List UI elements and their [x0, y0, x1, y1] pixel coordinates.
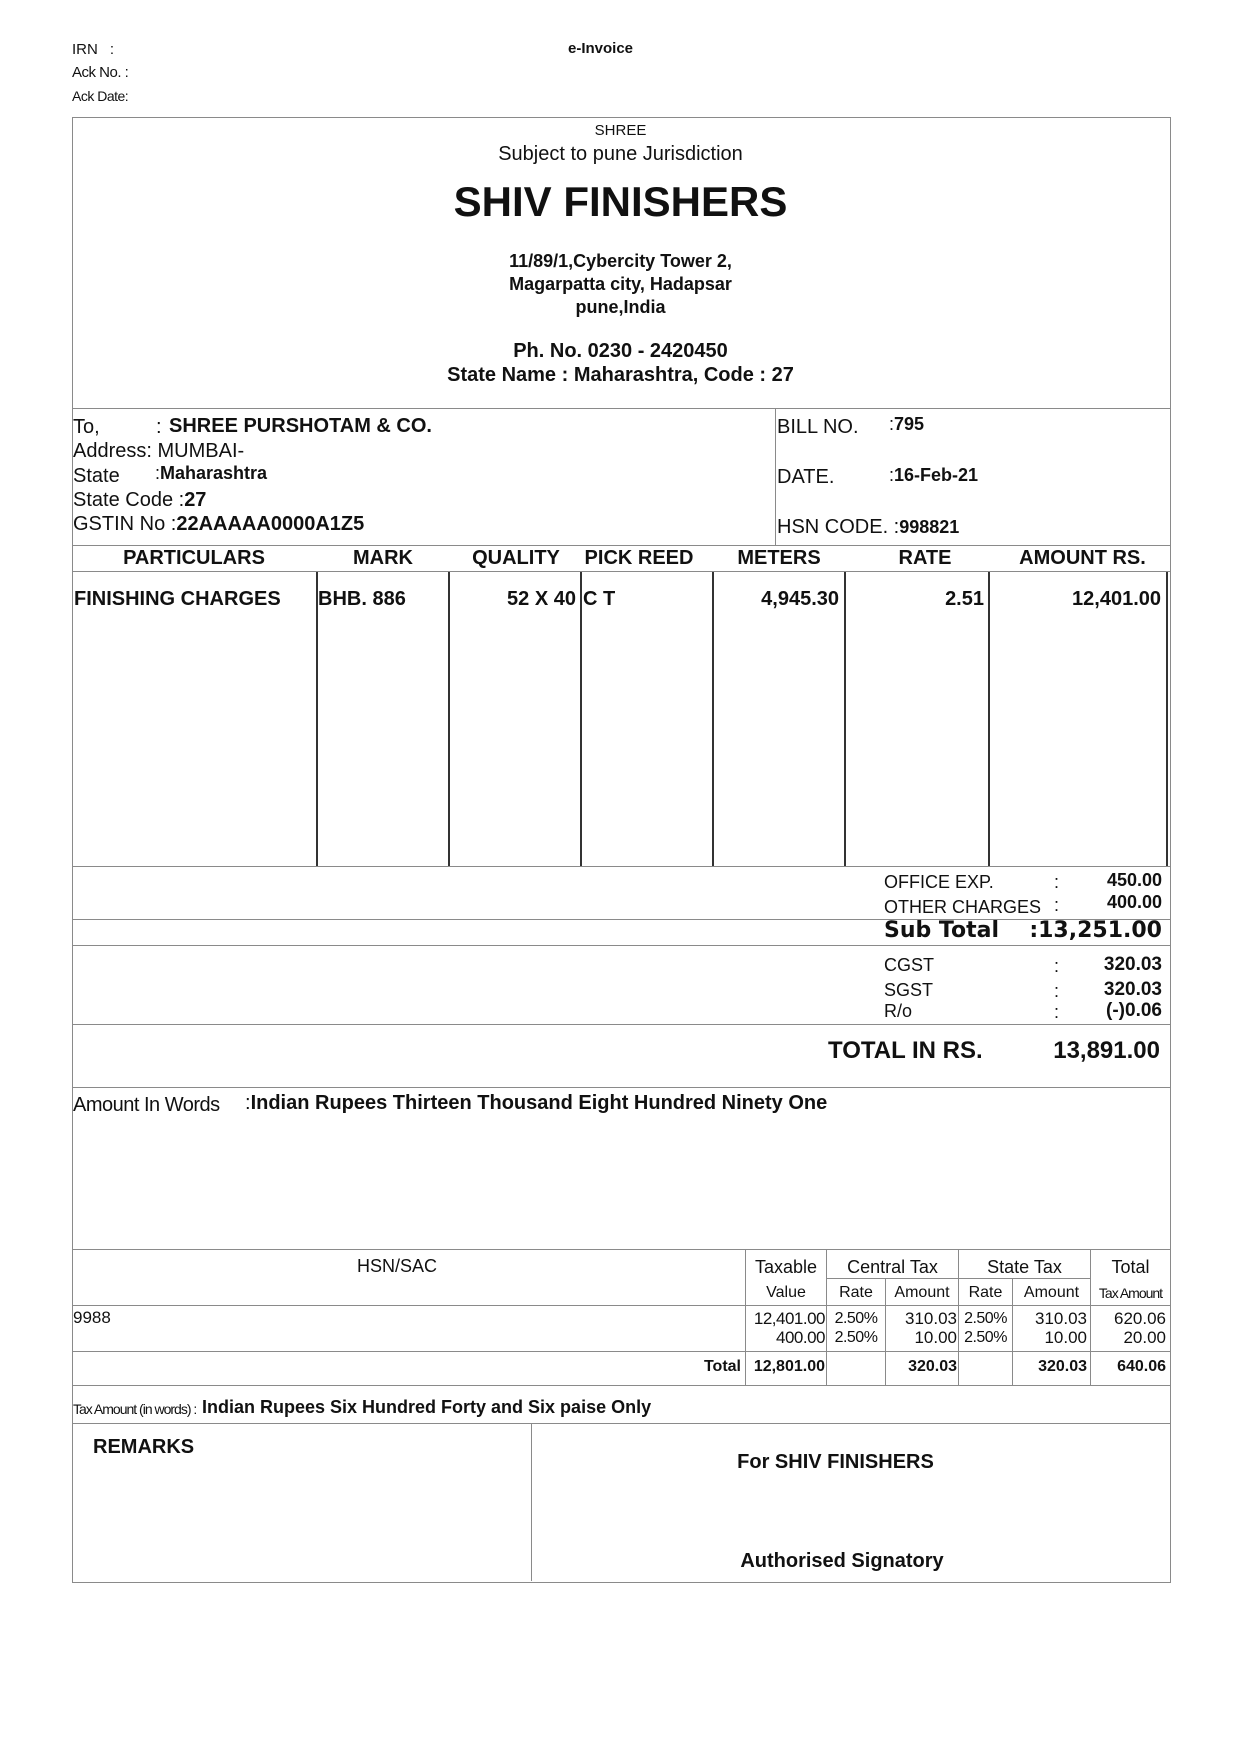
tax-state-header: State Tax: [987, 1257, 1062, 1277]
item-amount: 12,401.00: [1072, 588, 1161, 610]
col-pick-reed: PICK REED: [584, 547, 694, 569]
tax-hsn-header: HSN/SAC: [356, 1256, 437, 1276]
tax-words-label: Tax Amount (in words) :: [73, 1401, 197, 1417]
tax-c-amount-header: Amount: [894, 1284, 950, 1301]
sub-total-label: Sub Total: [884, 918, 1000, 943]
tax-row-c-amount: 10.00: [914, 1328, 957, 1347]
company-state: State Name : Maharashtra, Code : 27: [447, 364, 794, 386]
col-rate: RATE: [898, 547, 952, 569]
sgst-colon: :: [1054, 981, 1060, 1001]
sub-total-value: :13,251.00: [1029, 918, 1162, 943]
for-company: For SHIV FINISHERS: [737, 1451, 934, 1473]
tax-c-rate-header: Rate: [839, 1284, 873, 1301]
tax-row-s-amount: 310.03: [1035, 1309, 1087, 1328]
company-name: SHIV FINISHERS: [453, 178, 788, 225]
col-meters: METERS: [737, 547, 821, 569]
tax-row-taxable: 400.00: [776, 1328, 825, 1347]
tax-total-label: Total: [703, 1358, 741, 1375]
ack-no-label: Ack No. :: [72, 64, 129, 81]
item-meters: 4,945.30: [761, 588, 839, 610]
to-colon: :: [156, 416, 162, 438]
remarks-label: REMARKS: [93, 1436, 195, 1458]
item-rate: 2.51: [945, 588, 984, 610]
item-quality: 52 X 40: [507, 588, 576, 610]
amount-words-value: :Indian Rupees Thirteen Thousand Eight Hundred Ninety One: [245, 1092, 828, 1114]
col-mark: MARK: [353, 547, 413, 569]
tax-s-amount-header: Amount: [1023, 1284, 1080, 1301]
tax-tax-amount-header: Tax Amount: [1098, 1285, 1163, 1301]
to-label: To,: [73, 416, 100, 438]
ro-label: R/o: [884, 1001, 913, 1021]
tax-row-taxable: 12,401.00: [753, 1309, 825, 1328]
sgst-label: SGST: [884, 980, 934, 1000]
ro-colon: :: [1054, 1002, 1060, 1022]
ack-date-label: Ack Date:: [72, 88, 129, 104]
authorised-signatory: Authorised Signatory: [740, 1550, 944, 1572]
item-mark: BHB. 886: [318, 588, 406, 610]
cgst-label: CGST: [884, 955, 935, 975]
cgst-value: 320.03: [1103, 954, 1162, 975]
office-exp-colon: :: [1054, 872, 1060, 892]
hsn-code: HSN CODE. :998821: [777, 516, 960, 538]
tax-hsn-value: 9988: [73, 1308, 111, 1327]
irn-label: IRN :: [72, 41, 115, 58]
state-value: :Maharashtra: [155, 463, 268, 483]
address-row: Address: MUMBAI-: [73, 440, 245, 462]
tax-taxable-header: Taxable: [754, 1257, 818, 1277]
tax-total-header: Total: [1111, 1257, 1150, 1277]
total-label: TOTAL IN RS.: [828, 1037, 983, 1064]
tax-row-s-amount: 10.00: [1044, 1328, 1087, 1347]
bill-no-label: BILL NO.: [777, 416, 859, 438]
company-address: 11/89/1,Cybercity Tower 2, Magarpatta city, Hadapsar pune,India: [509, 251, 732, 317]
tax-s-rate-header: Rate: [968, 1284, 1003, 1301]
gstin: GSTIN No :22AAAAA0000A1Z5: [73, 513, 365, 535]
tax-row-total: 20.00: [1123, 1328, 1166, 1347]
tax-central-header: Central Tax: [847, 1257, 938, 1277]
bill-date: :16-Feb-21: [889, 465, 979, 485]
tax-row-c-amount: 310.03: [905, 1309, 957, 1328]
tax-row-s-rate: 2.50%: [964, 1329, 1007, 1346]
company-phone: Ph. No. 0230 - 2420450: [513, 340, 728, 362]
item-particulars: FINISHING CHARGES: [74, 588, 281, 610]
col-amount: AMOUNT RS.: [1019, 547, 1146, 569]
tax-total-tax: 640.06: [1117, 1358, 1166, 1375]
tax-total-taxable: 12,801.00: [753, 1358, 825, 1375]
tax-words-value: Indian Rupees Six Hundred Forty and Six paise Only: [202, 1397, 652, 1417]
other-charges-label: OTHER CHARGES: [884, 897, 1042, 917]
shree-text: SHREE: [594, 122, 647, 139]
other-charges-value: 400.00: [1106, 892, 1162, 912]
cgst-colon: :: [1054, 956, 1060, 976]
jurisdiction-text: Subject to pune Jurisdiction: [498, 143, 743, 165]
tax-value-header: Value: [766, 1284, 806, 1301]
total-value: 13,891.00: [1053, 1037, 1160, 1064]
tax-total-state: 320.03: [1038, 1358, 1087, 1375]
state-code: State Code :27: [73, 489, 207, 511]
sgst-value: 320.03: [1103, 979, 1162, 1000]
item-pick-reed: C T: [583, 588, 616, 610]
tax-row-c-rate: 2.50%: [834, 1310, 878, 1327]
tax-row-total: 620.06: [1114, 1309, 1166, 1328]
office-exp-label: OFFICE EXP.: [884, 872, 994, 892]
other-charges-colon: :: [1054, 895, 1060, 915]
state-label: State: [73, 465, 120, 487]
ro-value: (-)0.06: [1106, 1000, 1162, 1021]
buyer-name: SHREE PURSHOTAM & CO.: [169, 415, 432, 437]
bill-no: :795: [889, 414, 925, 434]
amount-words-label: Amount In Words: [73, 1094, 220, 1116]
col-quality: QUALITY: [472, 547, 560, 569]
einvoice-title: e-Invoice: [568, 40, 634, 57]
office-exp-value: 450.00: [1106, 870, 1162, 890]
tax-row-s-rate: 2.50%: [964, 1310, 1007, 1327]
col-particulars: PARTICULARS: [123, 547, 265, 569]
tax-row-c-rate: 2.50%: [834, 1329, 878, 1346]
date-label: DATE.: [777, 466, 835, 488]
tax-total-central: 320.03: [908, 1358, 957, 1375]
